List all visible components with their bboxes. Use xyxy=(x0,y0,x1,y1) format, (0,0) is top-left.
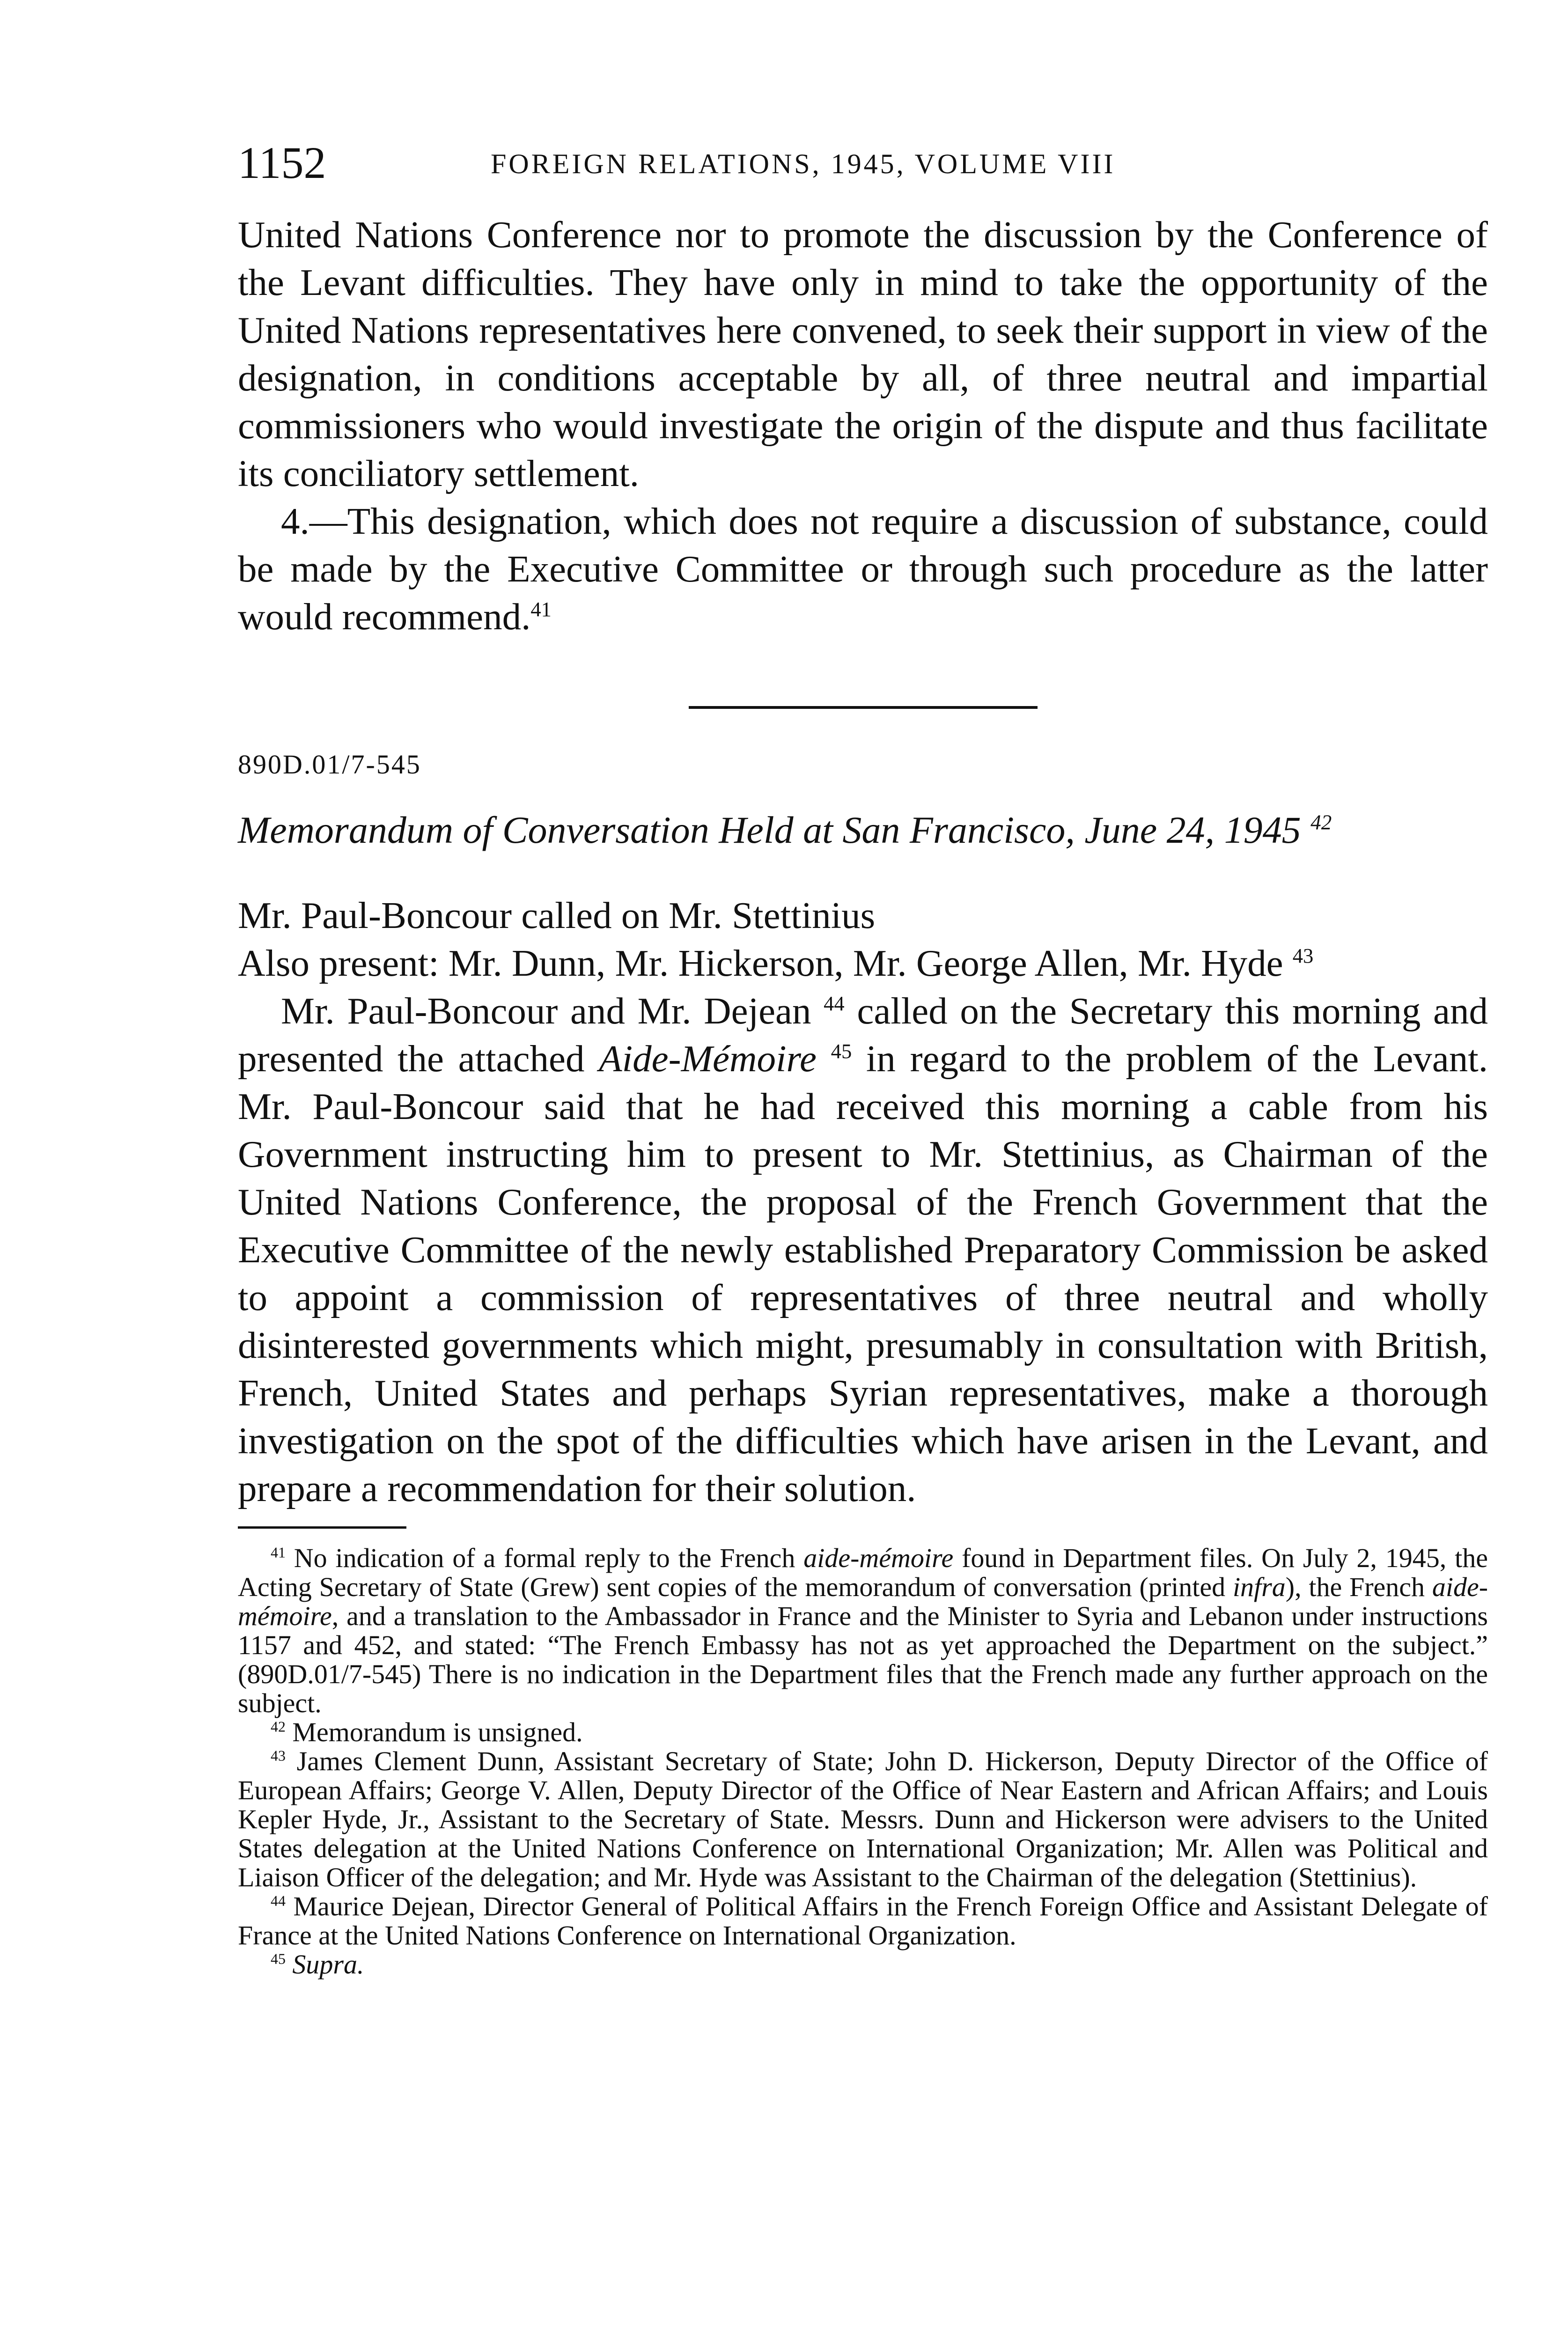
point-4-paragraph xyxy=(238,497,1488,640)
participants-line-2-text: Also present: Mr. Dunn, Mr. Hickerson, Mr. George Allen, Mr. Hyde xyxy=(238,942,1283,984)
footnote-41-italic-1: aide-mémoire xyxy=(803,1543,954,1573)
footnote-ref-45: 45 xyxy=(831,1039,852,1063)
footnote-41-italic-3: aide-mémoire xyxy=(238,1572,1488,1631)
footnote-41-text-1: No indication of a formal reply to the French xyxy=(285,1543,804,1573)
footnote-44 xyxy=(238,1892,1488,1950)
footnote-41-text-2: found in Department files. On July 2, 1945, the Acting Secretary of State (Grew) sent copies of the memorandum of conversation (printed xyxy=(238,1543,1488,1602)
memo-part-2: called on the Secretary this morning and presented the attached xyxy=(238,990,1488,1080)
footnote-43-number: 43 xyxy=(271,1747,286,1764)
document-title xyxy=(238,811,1488,849)
footnote-ref-44: 44 xyxy=(824,992,845,1015)
continuation-paragraph xyxy=(238,211,1488,497)
footnote-44-text: Maurice Dejean, Director General of Political Affairs in the French Foreign Office and Assistant Delegate of France at the United Nations Conference on International Organization. xyxy=(238,1891,1488,1951)
footnote-ref-41: 41 xyxy=(530,597,552,621)
point-4-text: 4.—This designation, which does not require a discussion of substance, could be made by the Executive Committee or through such procedure as the latter would recommend. xyxy=(238,500,1488,638)
document-title-text: Memorandum of Conversation Held at San Francisco, June 24, 1945 xyxy=(238,809,1301,851)
footnote-41-number: 41 xyxy=(271,1544,286,1561)
participants-line-2 xyxy=(238,939,1488,987)
footnote-45-text: Supra. xyxy=(292,1949,364,1980)
file-number: 890D.01/7-545 xyxy=(238,749,421,780)
aide-memoire-term: Aide-Mémoire xyxy=(599,1038,817,1080)
continuation-text: United Nations Conference nor to promote the discussion by the Conference of the Levant difficulties. They have only in mind to take the opportunity of the United Nations representatives here convened, to seek their support in view of the designation, in conditions acceptable by all, of three neutral and impartial commissioners who would investigate the origin of the dispute and thus facilitate its conciliatory settlement. xyxy=(238,213,1488,494)
memo-paragraph xyxy=(238,987,1488,1512)
footnote-45 xyxy=(238,1950,1488,1979)
footnote-43 xyxy=(238,1747,1488,1892)
footnote-43-text: James Clement Dunn, Assistant Secretary of State; John D. Hickerson, Deputy Director of the Office of European Affairs; George V. Allen, Deputy Director of the Office of Near Eastern and African Affairs; and Louis Kepler Hyde, Jr., Assistant to the Secretary of State. Messrs. Dunn and Hickerson were advisers to the United States delegation at the United Nations Conference on International Organization; Mr. Allen was Political and Liaison Officer of the delegation; and Mr. Hyde was Assistant to the Chairman of the delegation (Stettinius). xyxy=(238,1746,1488,1892)
footnote-divider xyxy=(238,1526,406,1529)
footnote-42-number: 42 xyxy=(271,1718,286,1735)
footnote-42-text: Memorandum is unsigned. xyxy=(285,1717,583,1747)
footnote-44-number: 44 xyxy=(271,1892,286,1909)
memo-part-1: Mr. Paul-Boncour and Mr. Dejean xyxy=(281,990,811,1032)
document-page xyxy=(238,140,1488,1979)
footnote-41-text-4: , and a translation to the Ambassador in France and the Minister to Syria and Lebanon under instructions 1157 and 452, and stated: “The French Embassy has not as yet approached the Department on the subject.” (890D.01/7-545) There is no indication in the Department files that the French made any further approach on the subject. xyxy=(238,1601,1488,1718)
participants-line-1-text: Mr. Paul-Boncour called on Mr. Stettinius xyxy=(238,894,876,936)
footnotes-block xyxy=(238,1544,1488,1979)
page-number: 1152 xyxy=(238,138,326,188)
footnote-41 xyxy=(238,1544,1488,1718)
footnote-45-number: 45 xyxy=(271,1951,286,1967)
footnote-41-text-3: ), the French xyxy=(1285,1572,1432,1602)
running-head: FOREIGN RELATIONS, 1945, VOLUME VIII xyxy=(491,148,1116,179)
section-divider xyxy=(689,706,1038,709)
memo-part-3: in regard to the problem of the Levant. Mr. Paul-Boncour said that he had received this morning a cable from his Government instructing him to present to Mr. Stettinius, as Chairman of the United Nations Conference, the proposal of the French Government that the Executive Committee of the newly established Preparatory Commission be asked to appoint a commission of representatives of three neutral and wholly disinterested governments which might, presumably in consultation with British, French, United States and perhaps Syrian representatives, make a thorough investigation on the spot of the difficulties which have arisen in the Levant, and prepare a recommendation for their solution. xyxy=(238,1038,1488,1509)
footnote-42 xyxy=(238,1718,1488,1747)
footnote-41-italic-2: infra xyxy=(1232,1572,1286,1602)
footnote-ref-43: 43 xyxy=(1292,944,1314,967)
participants-line-1 xyxy=(238,891,1488,939)
participants-block xyxy=(238,891,1488,987)
footnote-ref-42: 42 xyxy=(1310,810,1332,834)
page-header xyxy=(238,140,1488,211)
